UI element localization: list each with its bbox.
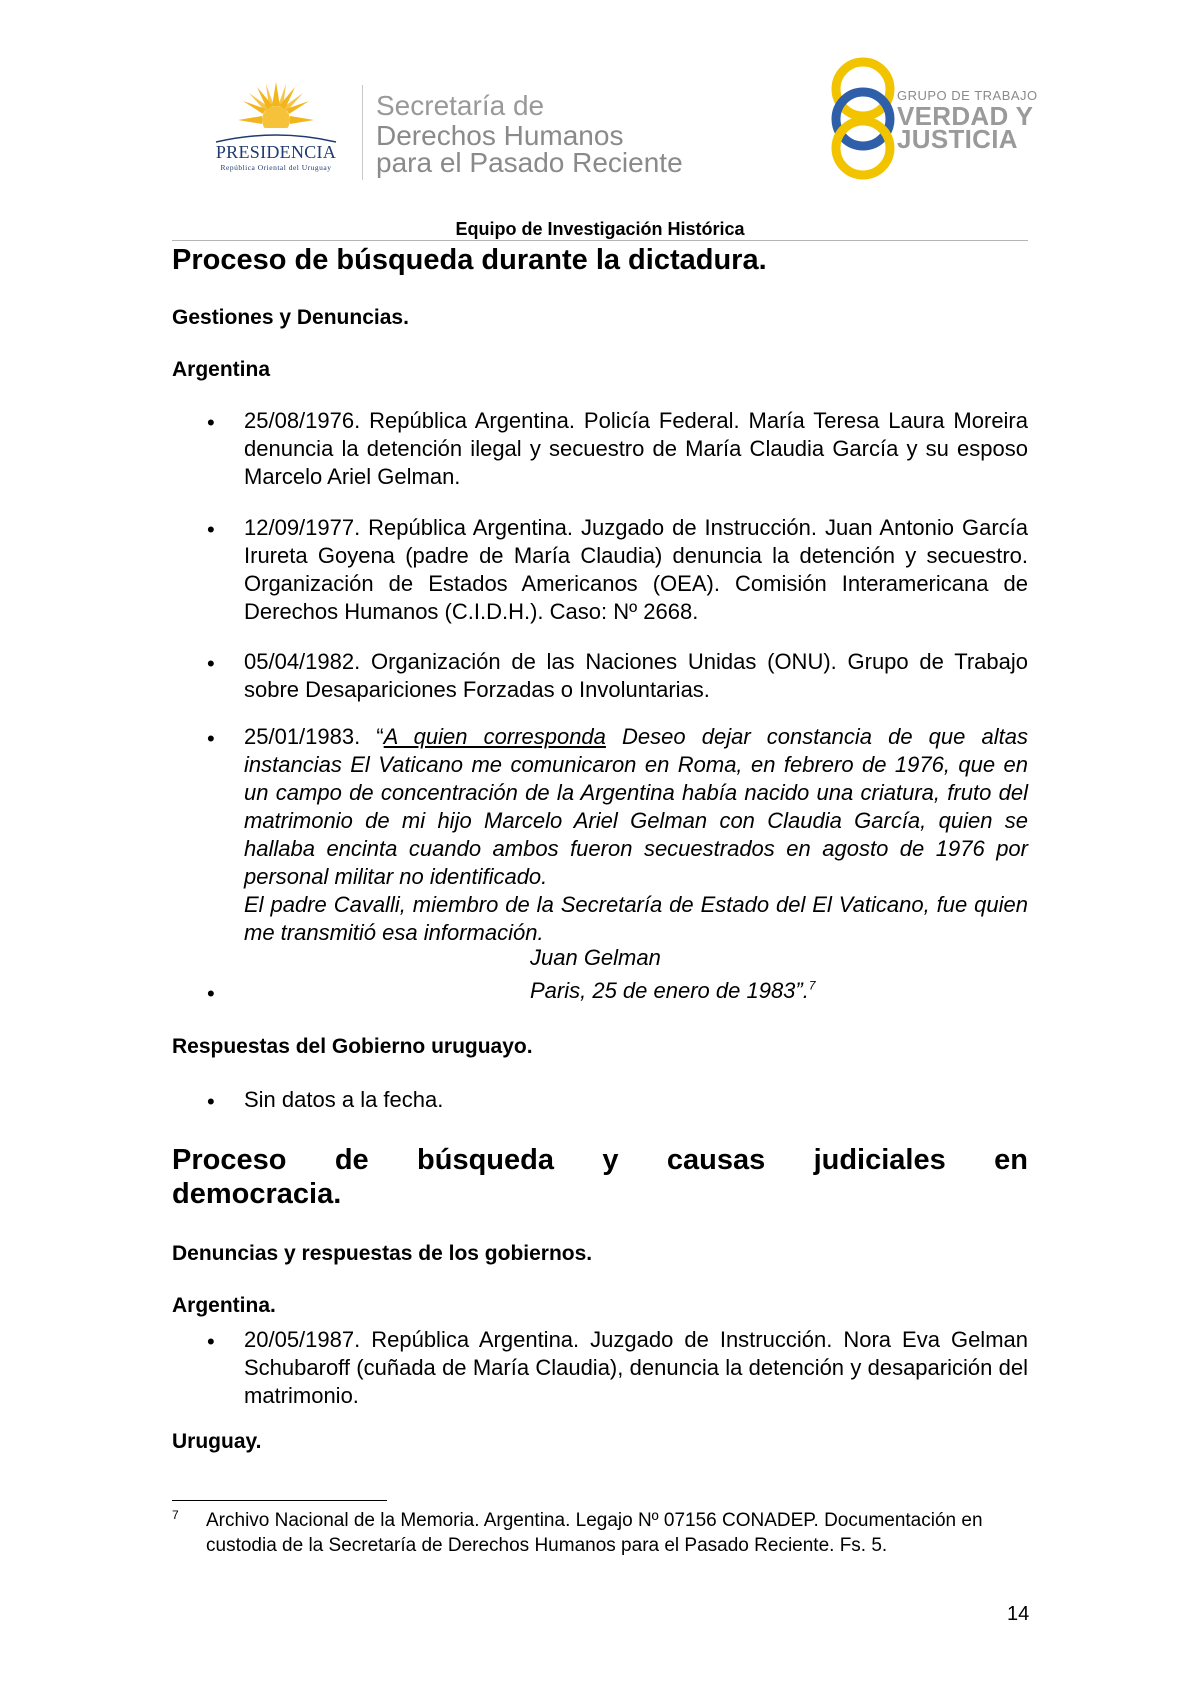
bullet: • [207,726,215,751]
footnote-text: Archivo Nacional de la Memoria. Argentina. Legajo Nº 07156 CONADEP. Documentación en custodia de la Secretaría de Derechos Humanos para el Pasado Reciente. Fs. 5. [206,1510,983,1556]
section-title-democracia-line1: Proceso de búsqueda y causas judiciales en [172,1144,1028,1176]
list-item: 12/09/1977. República Argentina. Juzgado de Instrucción. Juan Antonio García Irureta Goyena (padre de María Claudia) denuncia la detención y secuestro. Organización de Estados Americanos (OEA). Comisión Interamericana de Derechos Humanos (C.I.D.H.). Caso: Nº 2668. [244,515,1028,624]
letter-body-2: El padre Cavalli, miembro de la Secretaría de Estado del El Vaticano, fue quien me transmitió esa información. [244,892,1028,945]
section-title-democracia-line2: democracia. [172,1178,342,1210]
country-heading-uruguay: Uruguay. [172,1430,262,1453]
bullet: • [207,651,215,676]
letter-body: Deseo dejar constancia de que altas instancias El Vaticano me comunicaron en Roma, en febrero de 1976, que en un campo de concentración de la Argentina había nacido una criatura, fruto del matrimonio de mi hijo Marcelo Ariel Gelman con Claudia García, quien se hallaba encinta cuando ambos fueron secuestrados en agosto de 1976 por personal militar no identificado. [244,724,1028,889]
letter-quote [244,723,1028,947]
presidencia-sublabel: República Oriental del Uruguay [220,163,332,172]
team-header: Equipo de Investigación Histórica [455,219,745,239]
footnote-rule [172,1500,387,1501]
bullet: • [207,1089,215,1114]
footnote-ref: 7 [808,978,816,993]
list-item: 25/08/1976. República Argentina. Policía Federal. María Teresa Laura Moreira denuncia la detención ilegal y secuestro de María Claudia García y su esposo Marcelo Ariel Gelman. [244,408,1028,489]
footnote-number: 7 [172,1508,179,1522]
verdad-label: VERDAD Y [897,101,1034,131]
bullet: • [207,517,215,542]
secretaria-line-1: Secretaría de [376,90,545,121]
subheading-gestiones: Gestiones y Denuncias. [172,306,409,329]
list-item: 20/05/1987. República Argentina. Juzgado de Instrucción. Nora Eva Gelman Schubaroff (cuñada de María Claudia), denuncia la detención y desaparición del matrimonio. [244,1327,1028,1408]
country-heading-argentina: Argentina [172,358,271,381]
letter-date: 25/01/1983. “ [244,724,384,749]
presidencia-label: PRESIDENCIA [215,142,337,162]
bullet: • [207,981,215,1006]
secretaria-line-3: para el Pasado Reciente [376,147,683,178]
section-title-dictadura: Proceso de búsqueda durante la dictadura. [172,244,767,276]
bullet: • [207,410,215,435]
grupo-trabajo-rings-logo [824,56,902,180]
letter-salutation: A quien corresponda [383,724,606,749]
letter-place-date: Paris, 25 de enero de 1983”.$^7$ [530,978,816,1003]
subheading-denuncias: Denuncias y respuestas de los gobiernos. [172,1242,593,1265]
letter-signer: Juan Gelman [530,945,661,970]
list-item: 05/04/1982. Organización de las Naciones Unidas (ONU). Grupo de Trabajo sobre Desapariciones Forzadas o Involuntarias. [244,649,1028,702]
list-item: Sin datos a la fecha. [244,1087,444,1112]
country-heading-argentina-2: Argentina. [172,1294,276,1317]
secretaria-line-2: Derechos Humanos [376,120,624,151]
justicia-label: JUSTICIA [897,124,1018,154]
header-rule [172,240,1028,241]
page-number: 14 [1007,1603,1030,1625]
header-divider [362,85,363,180]
grupo-trabajo-label: GRUPO DE TRABAJO [897,88,1038,103]
subheading-respuestas: Respuestas del Gobierno uruguayo. [172,1035,533,1058]
bullet: • [207,1329,215,1354]
